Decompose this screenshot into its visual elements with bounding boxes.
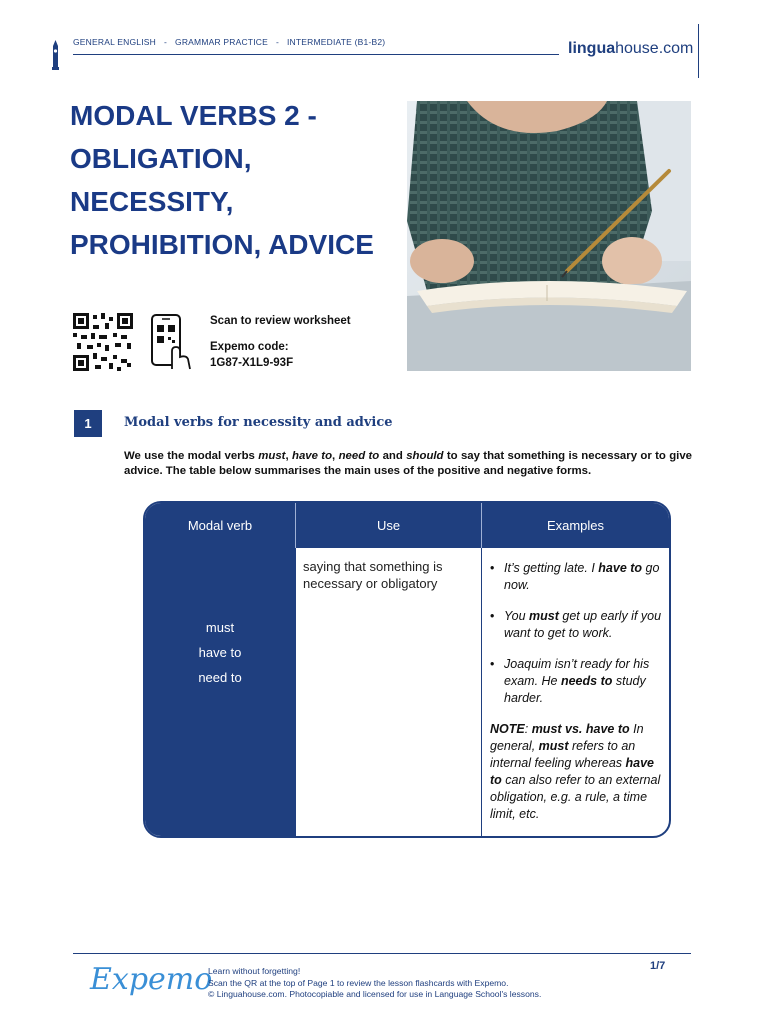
breadcrumb-grammar-practice: GRAMMAR PRACTICE <box>175 37 268 47</box>
example-item: • You must get up early if you want to get to work. <box>490 609 662 640</box>
section-title: Modal verbs for necessity and advice <box>124 415 393 430</box>
header-modal-verb: Modal verb <box>187 518 253 533</box>
header-examples: Examples <box>481 503 669 548</box>
footer-instructions: Scan the QR at the top of Page 1 to review the lesson flashcards with Expemo. <box>208 977 509 988</box>
modal-verb: have to <box>198 645 242 660</box>
footer-text <box>208 966 541 1001</box>
modal-verbs-table <box>143 501 671 838</box>
breadcrumb <box>73 37 385 47</box>
example-item: • Joaquim isn’t ready for his exam. He needs to study harder. <box>490 657 650 705</box>
qr-code-icon <box>73 313 133 371</box>
breadcrumb-separator: - <box>275 37 279 47</box>
page-number: 1/7 <box>650 960 666 972</box>
use-cell: saying that something is necessary or obligatory <box>303 559 443 591</box>
title-line: MODAL VERBS 2 - <box>70 100 317 131</box>
modal-verb-list <box>145 615 295 690</box>
breadcrumb-separator: - <box>164 37 168 47</box>
example-item: • It’s getting late. I have to go now. <box>490 561 660 592</box>
section-number: 1 <box>74 410 102 437</box>
usage-note: NOTE: must vs. have to In general, must refers to an internal feeling whereas have to can also refer to an external obligation, e.g. a rule, a time limit, etc. <box>490 722 661 821</box>
expemo-logo: Expemo <box>90 962 213 997</box>
phone-scan-icon <box>150 313 192 371</box>
scan-instructions <box>210 313 351 371</box>
modal-verb-cell <box>145 548 295 838</box>
table-header <box>145 503 669 548</box>
header-vertical-divider <box>698 24 699 78</box>
student-writing-photo <box>407 101 691 371</box>
brand-logo: linguahouse.com <box>568 40 694 57</box>
page-title <box>70 94 400 266</box>
expemo-code: 1G87-X1L9-93F <box>210 357 294 369</box>
examples-cell <box>490 560 665 823</box>
breadcrumb-level: INTERMEDIATE (B1-B2) <box>287 37 386 47</box>
title-line: PROHIBITION, ADVICE <box>70 229 374 260</box>
scan-label: Scan to review worksheet <box>210 315 351 327</box>
footer-divider <box>73 953 691 954</box>
modal-verb: need to <box>198 670 242 685</box>
intro-paragraph: We use the modal verbs must, have to, need to and should to say that something is necessary or to give advice. The table below summarises the main uses of the positive and negative forms. <box>124 450 692 477</box>
title-line: OBLIGATION, <box>70 143 252 174</box>
modal-verb: must <box>205 620 235 635</box>
breadcrumb-general-english: GENERAL ENGLISH <box>73 37 156 47</box>
footer-copyright: © Linguahouse.com. Photocopiable and licensed for use in Language School's lessons. <box>208 989 542 999</box>
header-use: Use <box>295 503 481 548</box>
footer-tagline: Learn without forgetting! <box>208 966 301 976</box>
big-ben-icon <box>50 40 61 70</box>
header-divider <box>73 54 559 55</box>
title-line: NECESSITY, <box>70 186 234 217</box>
expemo-code-label: Expemo code: <box>210 341 289 353</box>
column-divider <box>295 548 296 838</box>
column-divider <box>481 548 482 838</box>
